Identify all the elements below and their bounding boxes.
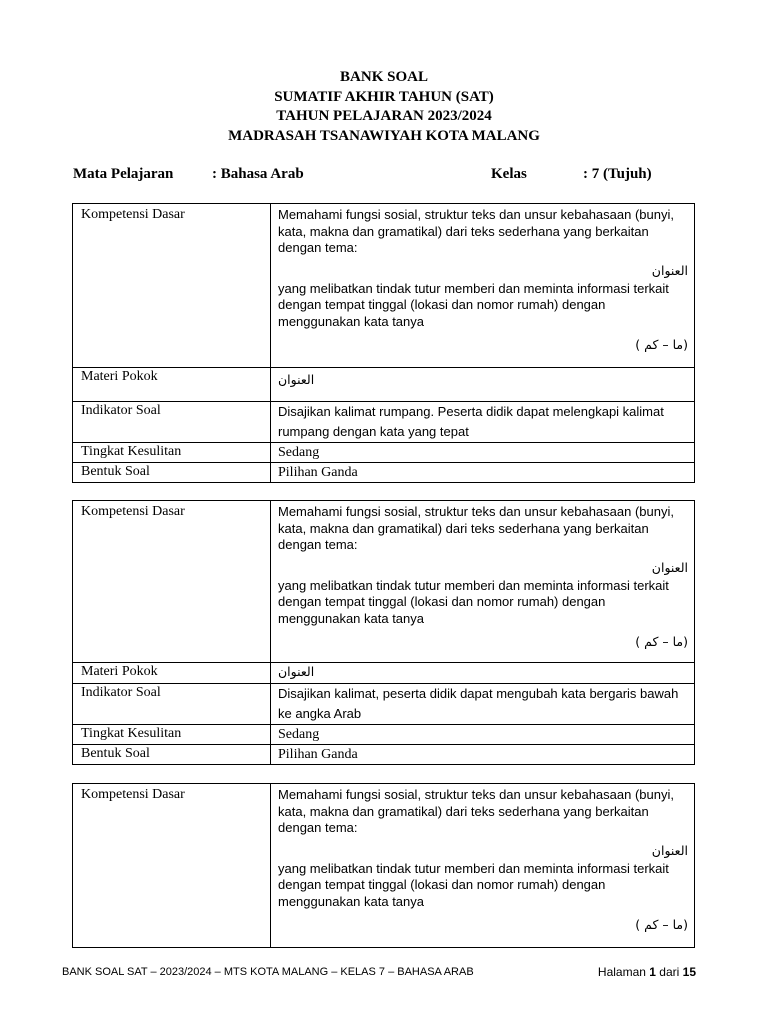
tingkat-value: Sedang <box>271 443 695 463</box>
class-label: Kelas <box>491 166 527 182</box>
tingkat-label: Tingkat Kesulitan <box>73 443 271 463</box>
kd-text-1: Memahami fungsi sosial, struktur teks dan unsur kebahasaan (bunyi, kata, makna dan gramatikal) dari teks sederhana yang berkaitan dengan tema: <box>278 504 674 553</box>
subject-info <box>73 166 713 186</box>
bentuk-label: Bentuk Soal <box>73 745 271 765</box>
bentuk-label: Bentuk Soal <box>73 463 271 483</box>
kd-theme-arabic: العنوان <box>651 842 688 858</box>
kd-theme-arabic: العنوان <box>651 262 688 278</box>
kd-question-words: (ما – كم ) <box>635 916 688 932</box>
subject-value: : Bahasa Arab <box>212 166 304 182</box>
kd-label: Kompetensi Dasar <box>73 501 271 663</box>
indikator-label: Indikator Soal <box>73 402 271 443</box>
kd-content <box>271 501 695 663</box>
class-value: : 7 (Tujuh) <box>583 166 652 182</box>
subject-label: Mata Pelajaran <box>73 166 174 182</box>
materi-label: Materi Pokok <box>73 663 271 684</box>
kd-text-1: Memahami fungsi sosial, struktur teks dan unsur kebahasaan (bunyi, kata, makna dan gramatikal) dari teks sederhana yang berkaitan dengan tema: <box>278 787 674 836</box>
header-year: TAHUN PELAJARAN 2023/2024 <box>276 108 492 124</box>
bentuk-value: Pilihan Ganda <box>271 745 695 765</box>
kd-theme-arabic: العنوان <box>651 559 688 575</box>
tingkat-value: Sedang <box>271 725 695 745</box>
page-number <box>598 965 696 979</box>
indikator-label: Indikator Soal <box>73 684 271 725</box>
kd-content <box>271 204 695 368</box>
indikator-value: Disajikan kalimat, peserta didik dapat mengubah kata bergaris bawah ke angka Arab <box>278 686 679 721</box>
kd-label: Kompetensi Dasar <box>73 784 271 948</box>
kd-text-2: yang melibatkan tindak tutur memberi dan meminta informasi terkait dengan tempat tinggal (lokasi dan nomor rumah) dengan menggunakan kata tanya <box>278 577 669 626</box>
document-header <box>0 68 768 146</box>
question-block-2 <box>72 500 695 765</box>
materi-label: Materi Pokok <box>73 368 271 402</box>
footer-text: BANK SOAL SAT – 2023/2024 – MTS KOTA MALANG – KELAS 7 – BAHASA ARAB <box>62 966 474 978</box>
header-title: BANK SOAL <box>340 69 428 85</box>
kd-text-2: yang melibatkan tindak tutur memberi dan meminta informasi terkait dengan tempat tinggal (lokasi dan nomor rumah) dengan menggunakan kata tanya <box>278 280 669 329</box>
indikator-value: Disajikan kalimat rumpang. Peserta didik dapat melengkapi kalimat rumpang dengan kata yang tepat <box>278 404 664 439</box>
page-current: 1 <box>649 965 656 979</box>
bentuk-value: Pilihan Ganda <box>271 463 695 483</box>
materi-value: العنوان <box>278 372 315 387</box>
page-prefix: Halaman <box>597 965 650 979</box>
header-school: MADRASAH TSANAWIYAH KOTA MALANG <box>228 127 540 144</box>
kd-text-1: Memahami fungsi sosial, struktur teks dan unsur kebahasaan (bunyi, kata, makna dan gramatikal) dari teks sederhana yang berkaitan dengan tema: <box>278 207 674 256</box>
question-block-3 <box>72 783 695 948</box>
materi-value: العنوان <box>278 664 315 679</box>
tingkat-label: Tingkat Kesulitan <box>73 725 271 745</box>
kd-question-words: (ما – كم ) <box>635 336 688 352</box>
kd-question-words: (ما – كم ) <box>635 633 688 649</box>
page-total: 15 <box>682 965 696 979</box>
question-block-1 <box>72 203 695 483</box>
kd-label: Kompetensi Dasar <box>73 204 271 368</box>
page-footer <box>62 966 696 982</box>
header-subtitle: SUMATIF AKHIR TAHUN (SAT) <box>274 88 494 105</box>
kd-text-2: yang melibatkan tindak tutur memberi dan meminta informasi terkait dengan tempat tinggal (lokasi dan nomor rumah) dengan menggunakan kata tanya <box>278 860 669 909</box>
kd-content <box>271 784 695 948</box>
page-mid: dari <box>655 965 683 979</box>
